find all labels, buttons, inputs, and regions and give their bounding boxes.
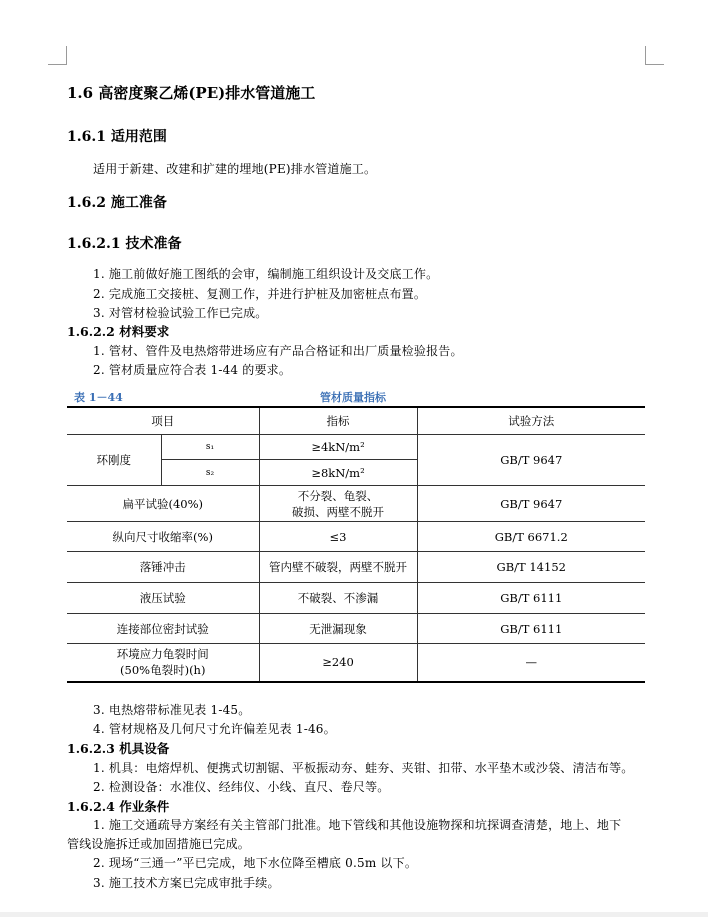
crop-mark-top-right <box>645 46 664 65</box>
table-cell: 不破裂、不渗漏 <box>259 583 417 614</box>
crop-mark-top-left <box>48 46 67 65</box>
column-header: 指标 <box>259 407 417 435</box>
cell-line: 环境应力龟裂时间 <box>116 647 209 662</box>
table-number: 表 1－44 <box>74 391 123 404</box>
table-caption: 管材质量指标 <box>320 391 386 404</box>
cell-line: (50%龟裂时)(h) <box>120 663 206 678</box>
table-cell <box>67 644 259 682</box>
page-bottom-edge <box>0 912 708 917</box>
table-cell: 液压试验 <box>67 583 259 614</box>
heading-1-6-2-1: 1.6.2.1 技术准备 <box>67 236 182 252</box>
heading-1-6-2: 1.6.2 施工准备 <box>67 195 167 211</box>
table-cell: GB/T 6111 <box>417 583 645 614</box>
table-row <box>67 583 645 614</box>
table-cell: ≥240 <box>259 644 417 682</box>
column-header: 项目 <box>67 407 259 435</box>
table-cell: s₁ <box>161 435 259 460</box>
list-item: 1. 机具：电熔焊机、便携式切割锯、平板振动夯、蛙夯、夹钳、扣带、水平垫木或沙袋、清洁布等。 <box>93 761 634 775</box>
list-item: 2. 完成施工交接桩、复测工作，并进行护桩及加密桩点布置。 <box>93 287 427 301</box>
table-cell: ≥8kN/m² <box>259 460 417 486</box>
table-cell: 连接部位密封试验 <box>67 614 259 644</box>
table-cell: 落锤冲击 <box>67 552 259 583</box>
table-cell: 无泄漏现象 <box>259 614 417 644</box>
table-cell: ≥4kN/m² <box>259 435 417 460</box>
list-item: 2. 检测设备：水准仪、经纬仪、小线、直尺、卷尺等。 <box>93 780 390 794</box>
table-cell <box>259 486 417 522</box>
list-item: 1. 施工前做好施工图纸的会审，编制施工组织设计及交底工作。 <box>93 267 439 281</box>
table-cell: 纵向尺寸收缩率(%) <box>67 522 259 552</box>
quality-table <box>67 406 645 683</box>
table-cell: GB/T 9647 <box>417 435 645 486</box>
table-cell: s₂ <box>161 460 259 486</box>
heading-1-6-2-4: 1.6.2.4 作业条件 <box>67 799 170 814</box>
section-title: 1.6 高密度聚乙烯(PE)排水管道施工 <box>67 84 316 102</box>
table-row <box>67 522 645 552</box>
table-row <box>67 435 645 460</box>
list-item: 3. 施工技术方案已完成审批手续。 <box>93 876 280 890</box>
heading-1-6-2-3: 1.6.2.3 机具设备 <box>67 741 170 756</box>
list-item: 1. 管材、管件及电热熔带进场应有产品合格证和出厂质量检验报告。 <box>93 344 463 358</box>
table-cell: — <box>417 644 645 682</box>
table-cell: 管内壁不破裂，两壁不脱开 <box>259 552 417 583</box>
list-item: 3. 电热熔带标准见表 1-45。 <box>93 703 251 717</box>
table-row <box>67 486 645 522</box>
table-cell: 环刚度 <box>67 435 161 486</box>
cell-line: 破损、两壁不脱开 <box>292 504 384 519</box>
list-item: 2. 现场“三通一”平已完成，地下水位降至槽底 0.5m 以下。 <box>93 856 418 870</box>
list-item-continued: 管线设施拆迁或加固措施已完成。 <box>67 837 251 851</box>
column-header: 试验方法 <box>417 407 645 435</box>
table-cell: ≤3 <box>259 522 417 552</box>
scope-text: 适用于新建、改建和扩建的埋地(PE)排水管道施工。 <box>93 162 377 176</box>
table-cell: GB/T 14152 <box>417 552 645 583</box>
heading-1-6-2-2: 1.6.2.2 材料要求 <box>67 324 170 339</box>
cell-line: 不分裂、龟裂、 <box>297 488 379 503</box>
list-item: 4. 管材规格及几何尺寸允许偏差见表 1-46。 <box>93 722 336 736</box>
table-cell: GB/T 9647 <box>417 486 645 522</box>
table-row <box>67 614 645 644</box>
heading-1-6-1: 1.6.1 适用范围 <box>67 129 167 145</box>
list-item: 2. 管材质量应符合表 1-44 的要求。 <box>93 363 292 377</box>
table-row <box>67 644 645 682</box>
table-cell: GB/T 6671.2 <box>417 522 645 552</box>
table-row <box>67 552 645 583</box>
table-header-row <box>67 407 645 435</box>
list-item: 3. 对管材检验试验工作已完成。 <box>93 306 268 320</box>
list-item: 1. 施工交通疏导方案经有关主管部门批准。地下管线和其他设施物探和坑探调查清楚，地上、地下 <box>93 818 622 832</box>
table-cell: GB/T 6111 <box>417 614 645 644</box>
table-cell: 扁平试验(40%) <box>67 486 259 522</box>
